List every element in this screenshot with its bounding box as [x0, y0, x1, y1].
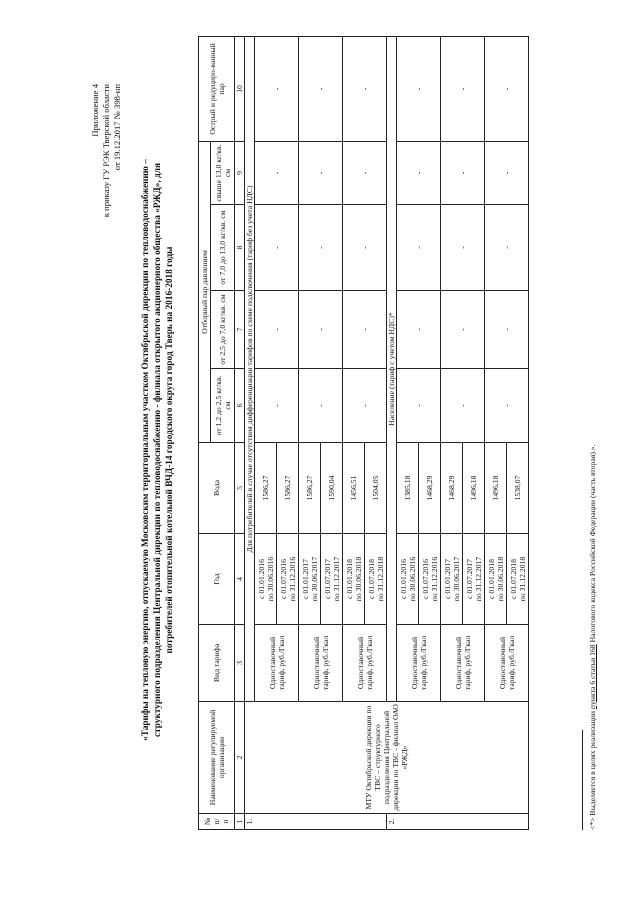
period-from: с 01.01.2017 [442, 559, 452, 599]
period-from: с 01.01.2016 [398, 559, 408, 599]
col-number: 8 [235, 205, 245, 291]
footnote-suffix: Налогового кодекса Российской Федерации (часть вторая).». [588, 444, 597, 645]
period [321, 534, 343, 625]
dash-cell: - [397, 36, 441, 141]
tariff-type: Одноставочный тариф, руб./Гкал [255, 625, 299, 702]
dash-cell: - [441, 369, 485, 443]
dash-cell: - [397, 291, 441, 369]
water-value: 1456,51 [343, 443, 365, 534]
tariff-type: Одноставочный тариф, руб./Гкал [485, 625, 529, 702]
footnote-separator [582, 730, 583, 830]
col-number: 1 [235, 814, 245, 830]
dash-cell: - [299, 369, 343, 443]
dash-cell: - [343, 205, 387, 291]
dash-cell: - [255, 369, 299, 443]
dash-cell: - [343, 291, 387, 369]
period [485, 534, 507, 625]
footnote-prefix: <*> Выделяется в целях реализации [588, 709, 597, 830]
title-line: структурного подразделения Центральной дирекции по тепловодоснабжению - филиала открытого акционерного общества «РЖД», для [153, 162, 164, 738]
header-water: Вода [199, 443, 235, 534]
period-to: по 31.12.2016 [287, 556, 297, 602]
dash-cell: - [441, 205, 485, 291]
dash-cell: - [441, 291, 485, 369]
header-tariff-type: Вид тарифа [199, 625, 235, 702]
header-steam-1: от 1,2 до 2,5 кг/кв. см [211, 369, 235, 443]
period [441, 534, 463, 625]
col-number: 9 [235, 141, 245, 204]
water-value: 1468,29 [419, 443, 441, 534]
water-value: 1538,07 [507, 443, 529, 534]
period-from: с 01.07.2016 [278, 559, 288, 599]
col-number: 6 [235, 369, 245, 443]
period [277, 534, 299, 625]
period [419, 534, 441, 625]
water-value: 1586,27 [299, 443, 321, 534]
dash-cell: - [255, 36, 299, 141]
header-year: Год [199, 534, 235, 625]
header-org: Наименование регулируемой организации [199, 702, 235, 814]
col-number: 2 [235, 702, 245, 814]
period-to: по 30.06.2016 [407, 556, 417, 602]
tariff-table [198, 36, 529, 830]
col-number: 3 [235, 625, 245, 702]
header-steam-4: свыше 13,0 кг/кв. см [211, 141, 235, 204]
appendix-header [90, 84, 123, 217]
dash-cell: - [299, 205, 343, 291]
dash-cell: - [485, 36, 529, 141]
period-to: по 30.06.2017 [451, 556, 461, 602]
dash-cell: - [485, 291, 529, 369]
period-to: по 30.06.2018 [353, 556, 363, 602]
dash-cell: - [255, 291, 299, 369]
dash-cell: - [397, 141, 441, 204]
period [343, 534, 365, 625]
period-to: по 31.12.2017 [473, 556, 483, 602]
period-from: с 01.07.2016 [420, 559, 430, 599]
period-from: с 01.01.2018 [344, 559, 354, 599]
title-line: потребителей отопительной котельной ВЧД-14 городского округа город Тверь на 2016-2018 годы [165, 246, 176, 654]
row-number: 1. [245, 814, 387, 830]
period-from: с 01.07.2018 [508, 559, 518, 599]
period-from: с 01.01.2018 [486, 559, 496, 599]
water-value: 1504,05 [365, 443, 387, 534]
dash-cell: - [485, 141, 529, 204]
dash-cell: - [485, 205, 529, 291]
water-value: 1590,04 [321, 443, 343, 534]
period-to: по 30.06.2017 [309, 556, 319, 602]
period-from: с 01.01.2016 [256, 559, 266, 599]
appendix-line: от 19.12.2017 № 398-нп [112, 84, 122, 171]
period [365, 534, 387, 625]
dash-cell: - [255, 141, 299, 204]
col-number: 10 [235, 36, 245, 141]
header-sharp-steam: Острый и редуциро-ванный пар [199, 36, 235, 141]
org-name: МТУ Октябрьской дирекции по ТВС – структурного подразделения Центральной дирекции по ТВС - филиал ОАО «РЖД» [245, 702, 529, 814]
tariff-type: Одноставочный тариф, руб./Гкал [343, 625, 387, 702]
water-value: 1586,27 [255, 443, 277, 534]
col-number: 5 [235, 443, 245, 534]
period-from: с 01.07.2018 [366, 559, 376, 599]
tariff-type: Одноставочный тариф, руб./Гкал [397, 625, 441, 702]
water-value: 1496,18 [463, 443, 485, 534]
dash-cell: - [485, 369, 529, 443]
dash-cell: - [343, 36, 387, 141]
period-from: с 01.07.2017 [322, 559, 332, 599]
period-to: по 31.12.2016 [429, 556, 439, 602]
period-to: по 31.12.2018 [517, 556, 527, 602]
dash-cell: - [343, 369, 387, 443]
dash-cell: - [299, 141, 343, 204]
dash-cell: - [441, 36, 485, 141]
period [299, 534, 321, 625]
dash-cell: - [343, 141, 387, 204]
title-line: «Тарифы на тепловую энергию, отпускаемую Московским территориальным участком Октябрьской дирекции по тепловодоснабжению – [141, 159, 151, 741]
tariff-type: Одноставочный тариф, руб./Гкал [441, 625, 485, 702]
header-steam-2: от 2,5 до 7,0 кг/кв. см [211, 291, 235, 369]
appendix-line: Приложение 4 [90, 84, 100, 137]
header-steam-group: Отборный пар давлением [199, 141, 211, 442]
dash-cell: - [397, 205, 441, 291]
header-no: № п/ п [199, 814, 235, 830]
col-number: 7 [235, 291, 245, 369]
water-value: 1586,27 [277, 443, 299, 534]
period [463, 534, 485, 625]
appendix-line: к приказу ГУ РЭК Тверской области [101, 84, 111, 218]
water-value: 1468,29 [441, 443, 463, 534]
period-from: с 01.07.2017 [464, 559, 474, 599]
period [507, 534, 529, 625]
period-from: с 01.01.2017 [300, 559, 310, 599]
dash-cell: - [299, 291, 343, 369]
row-number: 2. [387, 814, 529, 830]
dash-cell: - [397, 369, 441, 443]
document-title [140, 55, 177, 845]
section-header-1: Для потребителей в случае отсутствия дифференциации тарифов по схеме подключения (тариф без учета НДС) [245, 36, 255, 701]
dash-cell: - [441, 141, 485, 204]
period-to: по 30.06.2016 [265, 556, 275, 602]
dash-cell: - [255, 205, 299, 291]
period-to: по 30.06.2018 [495, 556, 505, 602]
col-number: 4 [235, 534, 245, 625]
dash-cell: - [299, 36, 343, 141]
period-to: по 31.12.2018 [375, 556, 385, 602]
water-value: 1385,18 [397, 443, 419, 534]
water-value: 1496,18 [485, 443, 507, 534]
period [397, 534, 419, 625]
footnote [588, 444, 597, 830]
period-to: по 31.12.2017 [331, 556, 341, 602]
tariff-type: Одноставочный тариф, руб./Гкал [299, 625, 343, 702]
period [255, 534, 277, 625]
tax-code-link[interactable]: пункта 6 статьи 168 [588, 644, 597, 710]
section-header-2: Население (тариф с учетом НДС)* [387, 36, 397, 701]
header-steam-3: от 7,0 до 13,0 кг/кв. см [211, 205, 235, 291]
